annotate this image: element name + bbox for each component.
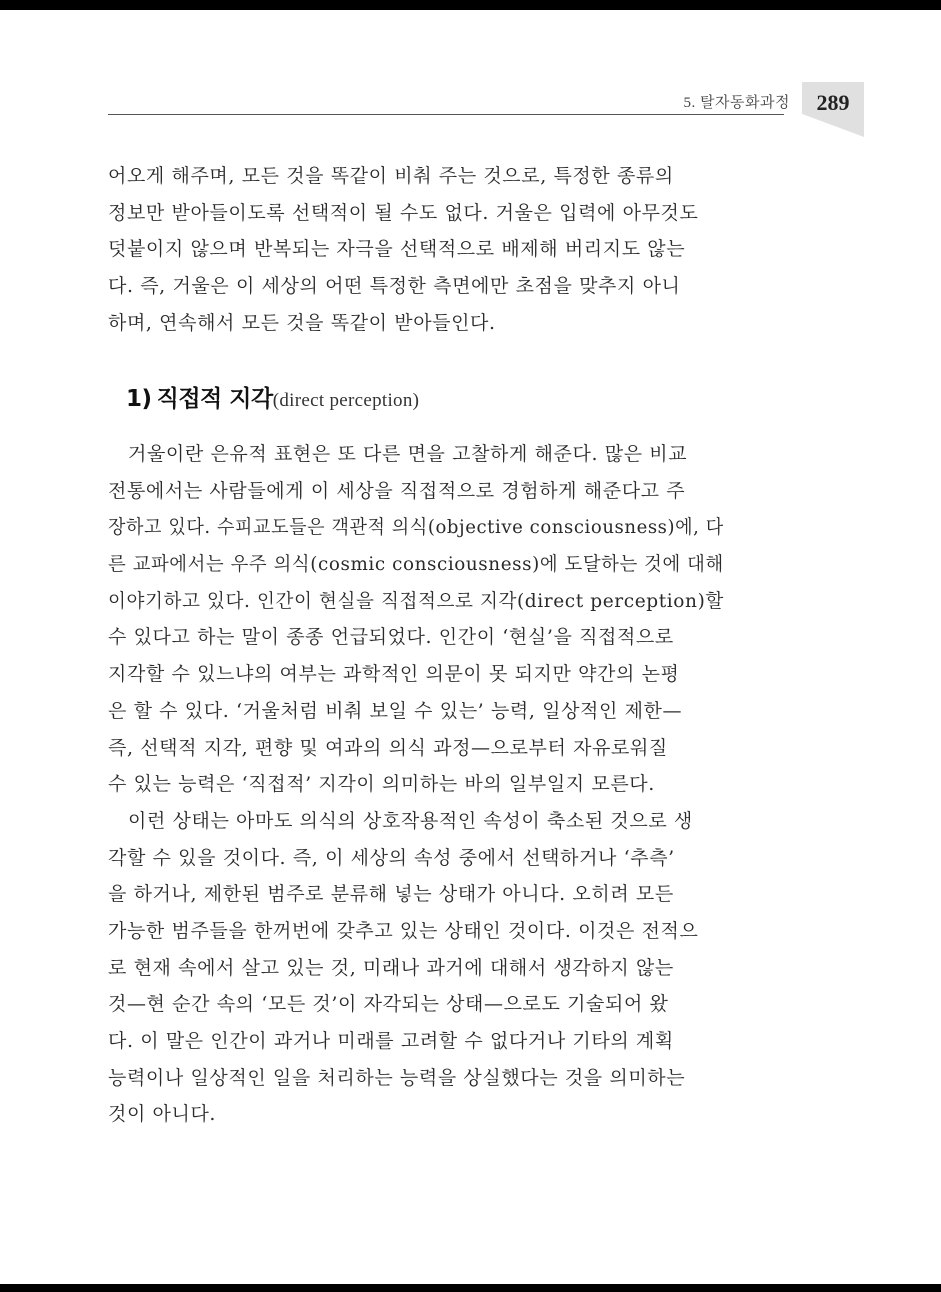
text-line: 어오게 해주며, 모든 것을 똑같이 비춰 주는 것으로, 특정한 종류의 (108, 165, 674, 187)
paragraph-1 (108, 436, 724, 803)
text-line: 지각할 수 있느냐의 여부는 과학적인 의문이 못 되지만 약간의 논평 (108, 663, 680, 686)
text-line: 을 하거나, 제한된 범주로 분류해 넣는 상태가 아니다. 오히려 모든 (108, 883, 674, 906)
top-border (0, 0, 941, 10)
text-line: 덧붙이지 않으며 반복되는 자극을 선택적으로 배제해 버리지도 않는 (108, 238, 686, 261)
text-line: 것이 아니다. (108, 1103, 217, 1126)
text-line: 다. 즉, 거울은 이 세상의 어떤 특정한 측면에만 초점을 맞추지 아니 (108, 275, 681, 298)
text-line: 전통에서는 사람들에게 이 세상을 직접적으로 경험하게 해준다고 주 (108, 479, 686, 502)
bottom-border (0, 1284, 941, 1292)
text-line: 능력이나 일상적인 일을 처리하는 능력을 상실했다는 것을 의미하는 (108, 1066, 686, 1089)
text-line: 다. 이 말은 인간이 과거나 미래를 고려할 수 없다거나 기타의 계획 (108, 1030, 674, 1052)
text-line: 정보만 받아들이도록 선택적이 될 수도 없다. 거울은 입력에 아무것도 (108, 201, 699, 224)
section-heading (126, 380, 419, 413)
text-line: 이런 상태는 아마도 의식의 상호작용적인 속성이 축소된 것으로 생 (128, 809, 693, 832)
section-body (108, 436, 724, 1133)
text-line: 하며, 연속해서 모든 것을 똑같이 받아들인다. (108, 311, 496, 334)
text-line: 수 있는 능력은 ‘직접적’ 지각이 의미하는 바의 일부일지 모른다. (108, 773, 655, 796)
section-number: 1) (126, 386, 152, 412)
text-line: 가능한 범주들을 한꺼번에 갖추고 있는 상태인 것이다. 이것은 전적으 (108, 919, 699, 942)
paragraph-2 (108, 803, 724, 1133)
intro-paragraph (108, 158, 724, 341)
text-line: 것—현 순간 속의 ‘모든 것’이 자각되는 상태—으로도 기술되어 왔 (108, 993, 669, 1016)
text-line: 각할 수 있을 것이다. 즉, 이 세상의 속성 중에서 선택하거나 ‘추측’ (108, 846, 675, 869)
header-rule (108, 114, 784, 115)
text-line: 은 할 수 있다. ‘거울처럼 비춰 보일 수 있는’ 능력, 일상적인 제한— (108, 699, 683, 722)
section-title-english: (direct perception) (272, 390, 420, 411)
page-body (108, 158, 724, 341)
text-line: 로 현재 속에서 살고 있는 것, 미래나 과거에 대해서 생각하지 않는 (108, 956, 674, 979)
running-head: 5. 탈자동화과정 (683, 95, 790, 111)
text-line: 장하고 있다. 수피교도들은 객관적 의식(objective consciousness)에, 다 (108, 516, 724, 539)
text-line: 거울이란 은유적 표현은 또 다른 면을 고찰하게 해준다. 많은 비교 (128, 443, 688, 465)
text-line: 즉, 선택적 지각, 편향 및 여과의 의식 과정—으로부터 자유로워질 (108, 736, 668, 759)
section-title: 직접적 지각 (156, 386, 273, 412)
page-number: 289 (816, 90, 850, 115)
text-line: 른 교파에서는 우주 의식(cosmic consciousness)에 도달하는 것에 대해 (108, 553, 724, 576)
text-line: 수 있다고 하는 말이 종종 언급되었다. 인간이 ‘현실’을 직접적으로 (108, 626, 674, 649)
text-line: 이야기하고 있다. 인간이 현실을 직접적으로 지각(direct perception)할 (108, 589, 724, 612)
